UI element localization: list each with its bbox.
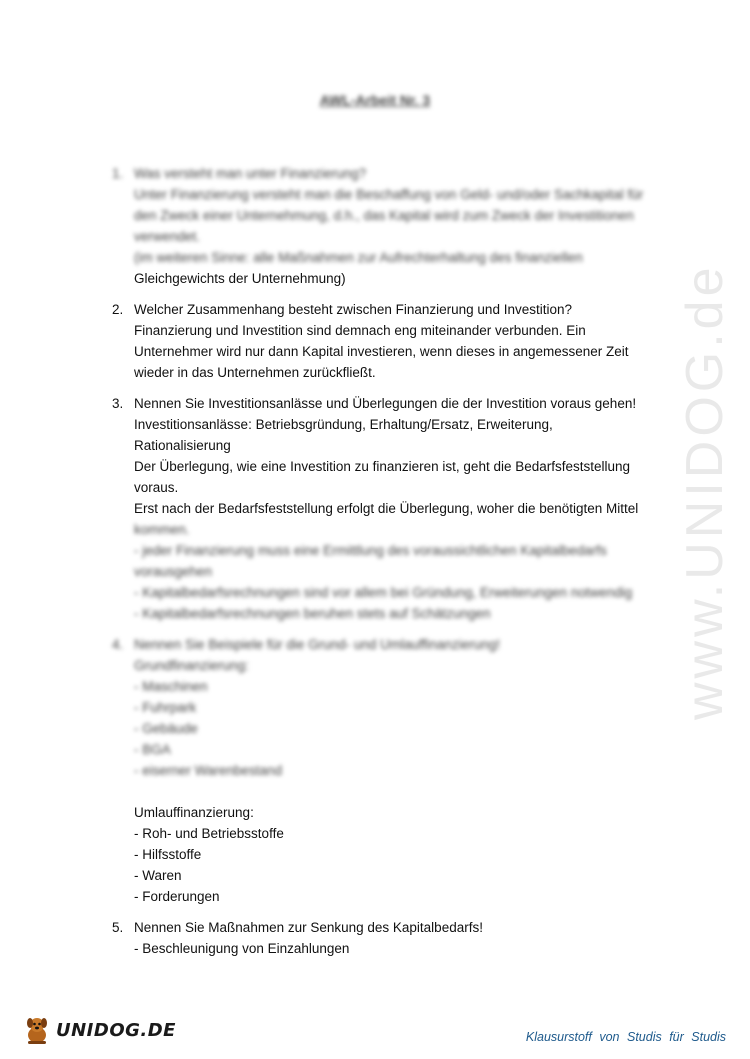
question-text: Was versteht man unter Finanzierung?	[134, 166, 367, 181]
question-item	[112, 393, 672, 624]
answer-line: - jeder Finanzierung muss eine Ermittlung des voraussichtlichen Kapitalbedarfs	[134, 543, 607, 558]
question-text: Nennen Sie Beispiele für die Grund- und Umlauffinanzierung!	[134, 637, 500, 652]
question-number: 5.	[112, 920, 124, 935]
question-list	[112, 163, 672, 969]
question-text: Nennen Sie Investitionsanlässe und Überlegungen die der Investition voraus gehen!	[134, 396, 637, 411]
answer-line: Der Überlegung, wie eine Investition zu finanzieren ist, geht die Bedarfsfeststellung	[134, 459, 631, 474]
dog-mascot-icon	[22, 1014, 52, 1046]
logo-text: UNIDOG.DE	[56, 1019, 176, 1041]
answer-line: - Gebäude	[134, 721, 198, 736]
answer-line: - Roh- und Betriebsstoffe	[134, 826, 284, 841]
answer-line: Umlauffinanzierung:	[134, 805, 254, 820]
answer-line: - BGA	[134, 742, 171, 757]
question-body	[134, 917, 672, 959]
question-item	[112, 634, 672, 907]
question-body	[134, 393, 672, 624]
answer-line: - eiserner Warenbestand	[134, 763, 283, 778]
answer-line: Rationalisierung	[134, 438, 231, 453]
answer-line: den Zweck einer Unternehmung, d.h., das Kapital wird zum Zweck der Investitionen	[134, 208, 634, 223]
question-item	[112, 917, 672, 959]
answer-line: - Beschleunigung von Einzahlungen	[134, 941, 350, 956]
answer-line: - Kapitalbedarfsrechnungen beruhen stets auf Schätzungen	[134, 606, 491, 621]
footer-tagline: Klausurstoff von Studis für Studis	[525, 1030, 726, 1044]
question-number: 2.	[112, 302, 124, 317]
answer-line: Gleichgewichts der Unternehmung)	[134, 271, 346, 286]
question-text: Welcher Zusammenhang besteht zwischen Finanzierung und Investition?	[134, 302, 572, 317]
answer-line: - Maschinen	[134, 679, 208, 694]
answer-line: voraus.	[134, 480, 179, 495]
answer-line: - Hilfsstoffe	[134, 847, 202, 862]
page-title: AWL-Arbeit Nr. 3	[319, 92, 431, 108]
question-number: 4.	[112, 637, 124, 652]
answer-line: Investitionsanlässe: Betriebsgründung, Erhaltung/Ersatz, Erweiterung,	[134, 417, 553, 432]
question-body	[134, 634, 672, 907]
answer-line: - Waren	[134, 868, 182, 883]
unidog-logo	[22, 1013, 176, 1047]
answer-line: Finanzierung und Investition sind demnach eng miteinander verbunden. Ein	[134, 323, 586, 338]
answer-line: Grundfinanzierung:	[134, 658, 249, 673]
answer-line: Unternehmer wird nur dann Kapital investieren, wenn dieses in angemessener Zeit	[134, 344, 629, 359]
answer-line: - Fuhrpark	[134, 700, 197, 715]
question-body	[134, 163, 672, 289]
answer-line: - Forderungen	[134, 889, 220, 904]
question-body	[134, 299, 672, 383]
question-item	[112, 299, 672, 383]
answer-line: verwendet.	[134, 229, 201, 244]
answer-line: - Kapitalbedarfsrechnungen sind vor allem bei Gründung, Erweiterungen notwendig	[134, 585, 633, 600]
answer-line: wieder in das Unternehmen zurückfließt.	[134, 365, 376, 380]
watermark: www.UNIDOG.de	[676, 263, 734, 720]
question-number: 3.	[112, 396, 124, 411]
answer-line: Unter Finanzierung versteht man die Beschaffung von Geld- und/oder Sachkapital für	[134, 187, 644, 202]
question-text: Nennen Sie Maßnahmen zur Senkung des Kapitalbedarfs!	[134, 920, 483, 935]
question-number: 1.	[112, 166, 124, 181]
question-item	[112, 163, 672, 289]
answer-line: Erst nach der Bedarfsfeststellung erfolgt die Überlegung, woher die benötigten Mittel	[134, 501, 639, 516]
answer-line: (im weiteren Sinne: alle Maßnahmen zur Aufrechterhaltung des finanziellen	[134, 250, 583, 265]
answer-line: kommen.	[134, 522, 190, 537]
answer-line: vorausgehen	[134, 564, 213, 579]
answer-line	[134, 781, 672, 802]
